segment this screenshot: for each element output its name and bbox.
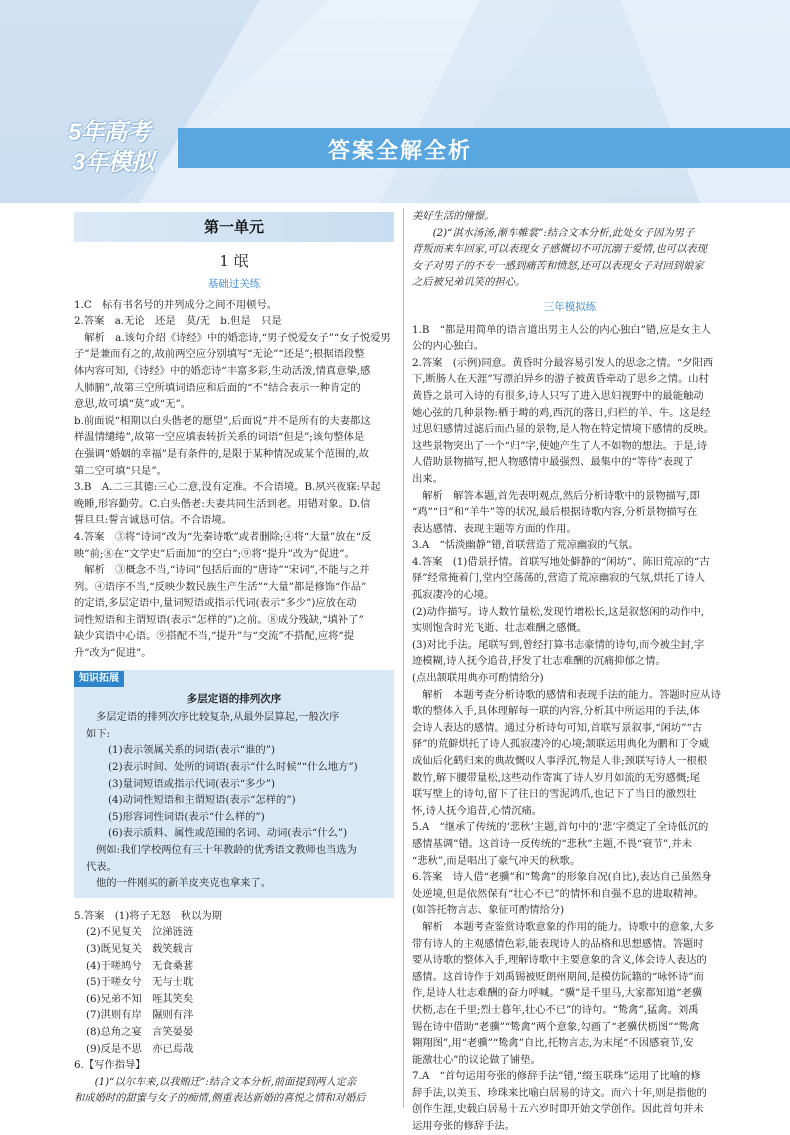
section-heading: 基础过关练 — [207, 278, 261, 290]
answer-line: (2)不见复关 泣涕涟涟 — [86, 926, 194, 939]
answer-line: 第二空可填“只是”。 — [74, 464, 167, 477]
answer-line: 誓旦旦:誓言诚恳可信。不合语境。 — [74, 514, 232, 527]
answer-line: “鸡”“日”和“羊牛”等的状况,最后根据诗歌内容,分析景物描写在 — [412, 506, 698, 519]
answer-line: 5.A “继承了传统的‘悲秋’主题,首句中的‘悲’字奠定了全诗低沉的 — [412, 821, 709, 834]
answer-line: 3.B A.二三其德:三心二意,没有定准。不合语境。B.夙兴夜寐:早起 — [74, 481, 381, 494]
answer-line: 处逆境,但是依然保有“壮心不已”的情怀和自强不息的进取精神。 — [412, 887, 704, 900]
answer-line: 过思妇感情过滤后而凸显的景物,是人物在特定情境下感情的反映。 — [412, 423, 714, 436]
answer-line: 会诗人表达的感情。通过分析诗句可知,首联写景叙事,“闲坊”“古 — [412, 721, 703, 734]
answer-line: 解析 ③概念不当,“诗词”包括后面的“唐诗”“宋词”,不能与之并 — [74, 564, 370, 577]
answer-line: 要从诗歌的整体入手,理解诗歌中主要意象的含义,体会诗人表达的 — [412, 954, 707, 967]
answer-line: 怀,诗人抚今追昔,心情沉痛。 — [412, 804, 543, 817]
answer-line: 意思,故可填“莫”或“无”。 — [74, 398, 192, 411]
knowledge-text: 多层定语的排列次序比较复杂,从最外层算起,一般次序 — [96, 711, 340, 724]
answer-line: (2)动作描写。诗人数竹量松,发现竹增松长,这是叙悠闲的动作中, — [412, 605, 705, 618]
answer-line: (6)兄弟不知 咥其笑矣 — [86, 992, 194, 1005]
answer-line: 解析 本题考查鉴赏诗歌意象的作用的能力。诗歌中的意象,大多 — [412, 920, 714, 933]
answer-line: 成仙后化鹤归来的典故慨叹人事浮沉,物是人非;颈联写诗人一根根 — [412, 755, 708, 767]
answer-line: (1)“以尔车来,以我贿迁”:结合文本分析,前面提到两人定亲 — [74, 1075, 357, 1088]
knowledge-tag: 知识拓展 — [74, 671, 124, 687]
answer-line: 4.答案 ③将“诗词”改为“先秦诗歌”或者删除;④将“大量”放在“反 — [74, 530, 372, 543]
answer-line: 样温情缱绻”,故第一空应填表转折关系的词语“但是”;该句整体是 — [74, 431, 365, 444]
answer-line: 下,断肠人在天涯”写漂泊异乡的游子被黄昏牵动了思乡之情。山村 — [412, 373, 709, 386]
lesson-title: 1 氓 — [219, 252, 249, 270]
answer-line: 作,是诗人壮志难酬的奋力呼喊。“骥”是千里马,大家都知道“老骥 — [412, 987, 703, 1000]
answer-line: 解析 a.该句介绍《诗经》中的婚恋诗,“男子悦爱女子”“女子悦爱男 — [74, 331, 391, 344]
answer-line: 迹模糊,诗人抚今追昔,抒发了壮志难酬的沉痛抑郁之情。 — [412, 655, 666, 668]
answer-line: 解析 本题考查分析诗歌的感情和表现手法的能力。答题时应从诗 — [412, 688, 721, 701]
answer-line: 之后被兄弟讥笑的担心。 — [412, 276, 526, 289]
answer-line: 数竹,解下腰带量松,这些动作寄寓了诗人岁月如流的无穷感慨;尾 — [412, 771, 701, 784]
answer-line: (3)对比手法。尾联写到,曾经打算书志豪情的诗句,而今被尘封,字 — [412, 638, 705, 651]
answer-line: 子”是兼而有之的,故前两空应分别填写“无论”“还是”;根据语段整 — [74, 348, 365, 361]
answer-line: 歌的整体入手,具体理解每一联的内容,分析其中所运用的手法,体 — [412, 705, 700, 718]
header-banner — [0, 0, 790, 203]
answer-line: 体内容可知,《诗经》中的婚恋诗“丰富多彩,生动活泼,情真意挚,感 — [74, 364, 371, 377]
unit-heading: 第一单元 — [74, 212, 394, 242]
answer-line: 伏枥,志在千里;烈士暮年,壮心不已”的诗句。“鸷禽”,猛禽。刘禹 — [412, 1003, 699, 1016]
answer-line: (点出颔联用典亦可酌情给分) — [412, 672, 544, 685]
answer-line: 黄昏之景可入诗的有很多,诗人只写了进入思妇视野中的最能触动 — [412, 389, 704, 402]
answer-line: (如答托物言志、象征可酌情给分) — [412, 904, 565, 917]
answer-line: 公的内心独白。 — [412, 340, 485, 353]
answer-line: (9)反是不思 亦已焉哉 — [86, 1042, 194, 1055]
answer-line: 运用夸张的修辞手法。 — [412, 1120, 515, 1133]
knowledge-text: 如下: — [86, 727, 111, 740]
answer-line: 和成婚时的甜蜜与女子的痴情,侧重表达新婚的喜悦之情和对婚后 — [74, 1092, 366, 1105]
answer-line: (3)既见复关 载笑载言 — [86, 942, 194, 955]
answer-line: 5.答案 (1)将子无怒 秋以为期 — [74, 909, 222, 922]
answer-line: 1.C 标有书名号的并列成分之间不用顿号。 — [74, 298, 278, 311]
brand-logo — [68, 112, 168, 190]
answer-line: 6.【写作指导】 — [74, 1059, 146, 1072]
answer-line: 2.答案 (示例)同意。黄昏时分最容易引发人的思念之情。“夕阳西 — [412, 356, 714, 369]
answer-line: 锡在诗中借助“老骥”“鸷禽”两个意象,勾画了“老骥伏枥图”“鸷禽 — [412, 1020, 700, 1033]
answer-line: (5)于嗟女兮 无与士耽 — [86, 976, 194, 989]
logo-line1: 5年高考 — [68, 119, 150, 146]
answer-line: 出来。 — [412, 472, 443, 485]
answer-line: 感情。这首诗作于刘禹锡被贬朗州期间,是模仿阮籍的“咏怀诗”而 — [412, 970, 704, 983]
section-heading: 三年模拟练 — [543, 300, 597, 313]
answer-line: 美好生活的憧憬。 — [412, 210, 495, 222]
answer-line: 晚睡,形容勤劳。C.白头偕老:夫妻共同生活到老。用错对象。D.信 — [74, 497, 371, 510]
knowledge-item: (6)表示质料、属性或范围的名词、动词(表示“什么”) — [108, 827, 348, 840]
answer-line: 能激壮心”的议论做了铺垫。 — [412, 1053, 541, 1066]
answer-line: 感情基调”错。这首诗一反传统的“悲秋”主题,不畏“衰节”,并未 — [412, 837, 692, 850]
answer-line: 实则饱含时光飞逝、壮志难酬之感慨。 — [412, 622, 588, 635]
right-column — [412, 208, 728, 1135]
answer-line: 2.答案 a.无论 还是 莫/无 b.但是 只是 — [74, 315, 282, 328]
answer-line: 带有诗人的主观感情色彩,能表现诗人的品格和思想感情。答题时 — [412, 937, 704, 950]
answer-line: (2)“淇水汤汤,渐车帷裳”:结合文本分析,此处女子因为男子 — [412, 226, 695, 239]
answer-line: (8)总角之宴 言笑晏晏 — [86, 1025, 194, 1038]
answer-line: 辞手法,以美玉、珍珠来比喻白居易的诗文。而六十年,则是指他的 — [412, 1086, 707, 1099]
answer-line: 7.A “首句运用夸张的修辞手法”错,“缀玉联珠”运用了比喻的修 — [412, 1070, 701, 1083]
answer-line: 解析 解答本题,首先表明观点,然后分析诗歌中的景物描写,即 — [412, 489, 700, 502]
answer-line: 1.B “都是用简单的语言道出男主人公的内心独白”错,应是女主人 — [412, 323, 711, 336]
answer-line: 3.A “恬淡幽静”错,首联营造了荒凉幽寂的气氛。 — [412, 539, 639, 552]
knowledge-text: 例如:我们学校两位有三十年教龄的优秀语文教师也当选为 — [96, 844, 357, 856]
answer-line: 升”改为“促进”。 — [74, 647, 152, 660]
knowledge-item: (5)形容词性词语(表示“什么样的”) — [108, 810, 265, 823]
answer-line: 翱翔图”,用“老骥”“鸷禽”自比,托物言志,为末尾“不因感衰节,安 — [412, 1037, 694, 1050]
answer-line: 人肺腑”,故第三空所填词语应和后面的“不”结合表示一种肯定的 — [74, 381, 361, 394]
answer-line: (4)于嗟鸠兮 无食桑葚 — [86, 959, 194, 972]
knowledge-item: (3)量词短语或指示代词(表示“多少”) — [108, 777, 276, 790]
answer-line: 女子对男子的不专一感到痛苦和愤怒,还可以表现女子对回到娘家 — [412, 259, 704, 272]
answer-line: 这些景物突出了一个“归”字,使她产生了人不如物的想法。于是,诗 — [412, 439, 708, 452]
answer-line: 的定语,多层定语中,量词短语或指示代词(表示“多少”)应放在动 — [74, 597, 357, 610]
answer-line: 映”前;⑧在“文学史”后面加“的空白”;⑨将“提升”改为“促进”。 — [74, 547, 355, 560]
answer-line: 表达感情、表现主题等方面的作用。 — [412, 522, 577, 535]
title-bar — [178, 128, 790, 168]
answer-line: “悲秋”,而是唱出了豪气冲天的秋歌。 — [412, 854, 581, 867]
answer-line: 创作生涯,史载白居易十五六岁时即开始文学创作。因此首句并未 — [412, 1103, 704, 1116]
answer-line: 列。④语序不当,“反映少数民族生产生活”“大量”都是修饰“作品” — [74, 580, 367, 593]
knowledge-box — [74, 670, 394, 898]
answer-line: 联写壁上的诗句,留下了往日的雪泥鸿爪,也记下了当日的激烈壮 — [412, 788, 697, 801]
answer-line: 词性短语和主谓短语(表示“怎样的”)之前。⑧成分残缺,“填补了” — [74, 613, 364, 626]
knowledge-title: 多层定语的排列次序 — [186, 692, 282, 705]
answer-line: 缺少宾语中心语。⑨搭配不当,“提升”与“交流”不搭配,应将“提 — [74, 630, 354, 643]
knowledge-item: (2)表示时间、处所的词语(表示“什么时候”“什么地方”) — [108, 761, 358, 774]
page-title: 答案全解全析 — [328, 139, 473, 164]
knowledge-text: 他的一件刚买的新羊皮夹克也拿来了。 — [96, 877, 272, 890]
left-column — [74, 208, 394, 1107]
answer-line: 4.答案 (1)借景抒情。首联写地处僻静的“闲坊”、陈旧荒凉的“古 — [412, 555, 710, 568]
knowledge-text: 代表。 — [86, 860, 117, 873]
knowledge-item: (1)表示领属关系的词语(表示“谁的”) — [108, 744, 276, 757]
logo-line2: 3年模拟 — [72, 149, 154, 176]
answer-line: 6.答案 诗人借“老骥”和“鸷禽”的形象自况(自比),表达自己虽然身 — [412, 871, 712, 884]
answer-line: 驿”的荒僻烘托了诗人孤寂凄冷的心境;颔联运用典化为鹏和丁令威 — [412, 738, 710, 751]
answer-line: 背叛而来车回家,可以表现女子感慨切不可沉溺于爱情,也可以表现 — [412, 243, 707, 256]
answer-line: b.前面说“相期以白头偕老的愿望”,后面说“并不是所有的夫妻都这 — [74, 414, 371, 427]
column-divider — [403, 208, 404, 1108]
answer-line: 孤寂凄冷的心境。 — [412, 589, 495, 602]
answer-line: 驿”经常掩着门,堂内空荡荡的,营造了荒凉幽寂的气氛,烘托了诗人 — [412, 572, 706, 585]
answer-line: 她心弦的几种景物:栖于塒的鸡,西沉的落日,归栏的羊、牛。这是经 — [412, 406, 711, 419]
knowledge-item: (4)动词性短语和主谓短语(表示“怎样的”) — [108, 794, 296, 807]
answer-line: (7)淇则有岸 隰则有泮 — [86, 1009, 194, 1022]
answer-line: 在强调“婚姻的幸福”是有条件的,是限于某种情况或某个范围的,故 — [74, 447, 370, 460]
answer-line: 人借助景物描写,把人物感情中最强烈、最集中的“等待”表现了 — [412, 456, 694, 469]
